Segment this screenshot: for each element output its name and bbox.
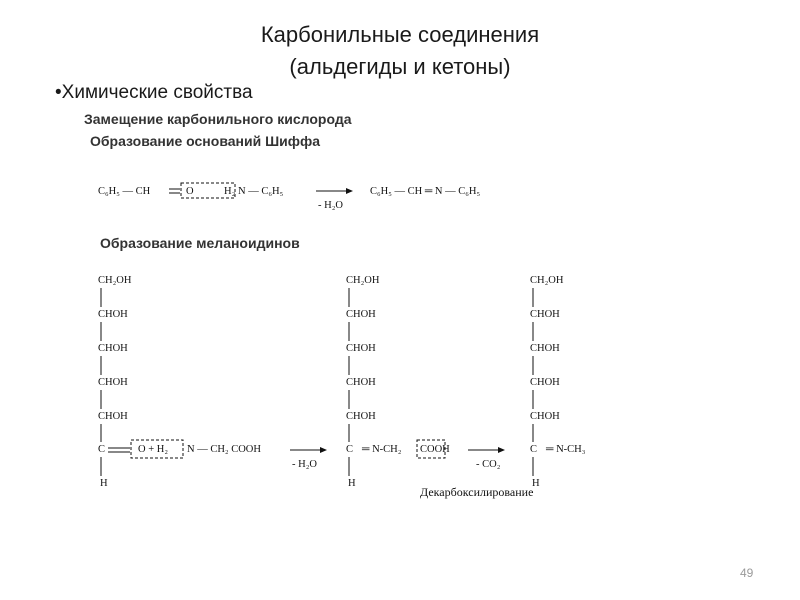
- chain-3-1: CHOH: [530, 309, 560, 320]
- schiff-condition: - H₂O: [318, 200, 343, 211]
- slide-title-line1: Карбонильные соединения: [260, 22, 540, 47]
- chain-3-3: CHOH: [530, 377, 560, 388]
- box2-content: COOH: [420, 444, 450, 455]
- carbon-1: C: [98, 444, 106, 455]
- slide-title-line2: (альдегиды и кетоны): [289, 54, 511, 79]
- decarboxylation-label: Декарбоксилирование: [420, 485, 534, 499]
- final-link: ═ N-CH₃: [546, 444, 586, 455]
- page-number: 49: [740, 566, 754, 580]
- schiff-oxygen: O: [186, 186, 194, 197]
- chain-1-0: CH₂OH: [98, 275, 132, 286]
- bottom-h-3: H: [532, 478, 540, 489]
- subtitle-substitution: Замещение карбонильного кислорода: [84, 111, 352, 127]
- amino-acid: N — CH₂ COOH: [187, 444, 261, 455]
- chain-2-2: CHOH: [346, 343, 376, 354]
- schiff-dashed-box: [181, 183, 235, 198]
- chain-3-4: CHOH: [530, 411, 560, 422]
- chain-2-3: CHOH: [346, 377, 376, 388]
- chain-1-1: CHOH: [98, 309, 128, 320]
- box-cooh: [417, 440, 445, 458]
- chain-3-2: CHOH: [530, 343, 560, 354]
- bullet-heading: •Химические свойства: [55, 82, 253, 103]
- chain-2-0: CH₂OH: [346, 275, 380, 286]
- schiff-product: C₆H₅ — CH ═ N — C₆H₅: [370, 186, 481, 197]
- bottom-h-2: H: [348, 478, 356, 489]
- schiff-amine: N — C₆H₅: [238, 186, 284, 197]
- condition-co2: - CO₂: [476, 459, 501, 470]
- condition-h2o: - H₂O: [292, 459, 317, 470]
- chain-1-4: CHOH: [98, 411, 128, 422]
- box-water: [131, 440, 183, 458]
- schiff-h2: H₂: [224, 186, 236, 197]
- chain-1-2: CHOH: [98, 343, 128, 354]
- chain-2-1: CHOH: [346, 309, 376, 320]
- carbon-2: C: [346, 444, 354, 455]
- schiff-reactant: C₆H₅ — CH: [98, 186, 151, 197]
- box1-content: O + H₂: [138, 444, 168, 455]
- column-1-bonds: [101, 288, 130, 476]
- chain-1-3: CHOH: [98, 377, 128, 388]
- chain-2-4: CHOH: [346, 411, 376, 422]
- carbon-3: C: [530, 444, 538, 455]
- subtitle-melanoidin: Образование меланоидинов: [100, 235, 300, 251]
- subtitle-schiff: Образование оснований Шиффа: [90, 133, 321, 149]
- intermediate-link: ═ N-CH₂: [362, 444, 402, 455]
- bottom-h-1: H: [100, 478, 108, 489]
- chain-3-0: CH₂OH: [530, 275, 564, 286]
